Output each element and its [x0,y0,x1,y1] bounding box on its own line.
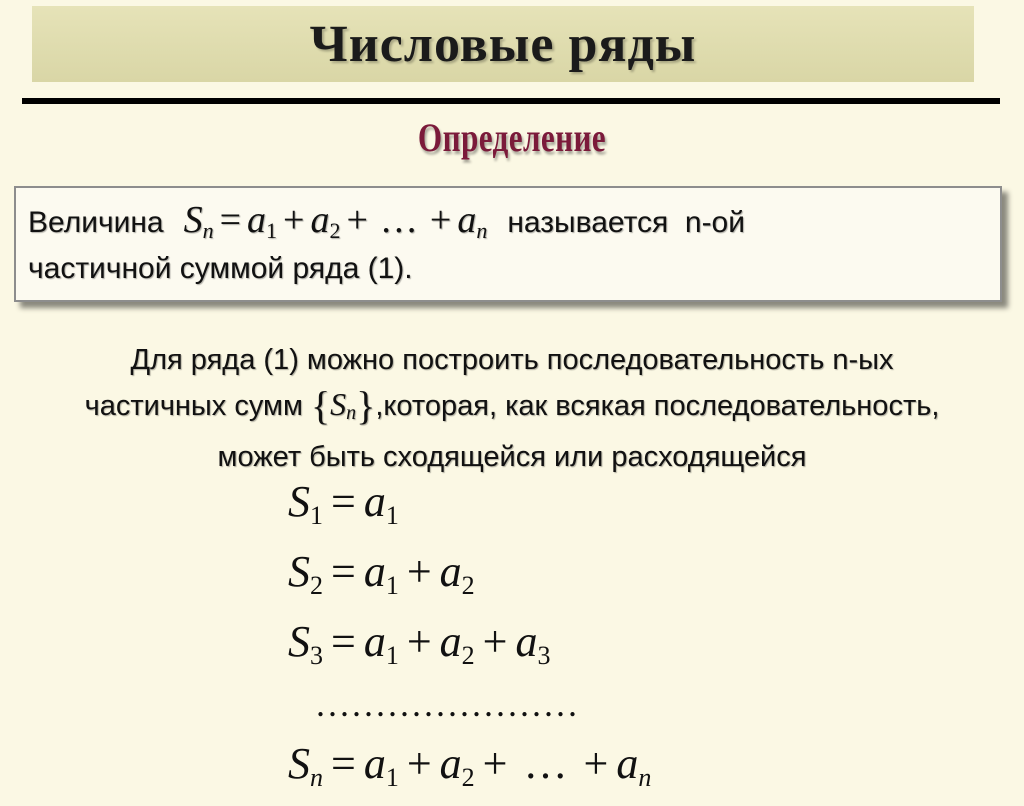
formula-ellipsis: … [379,199,418,241]
definition-prefix: Величина [28,206,164,239]
title-bar [32,6,974,82]
formula-subscript: n [476,218,488,243]
eq-subscript: 2 [461,641,475,670]
paragraph-text: ,которая, как всякая последовательность, [375,390,940,422]
formula-operator: + [346,199,368,241]
formula-symbol: a [310,199,330,241]
paragraph-line-1: Для ряда (1) можно построить последовательность n-ых [130,344,894,376]
eq-operator: + [482,617,508,666]
eq-subscript: 2 [310,571,323,600]
brace-close: } [356,383,376,428]
equation-s1 [288,474,651,544]
eq-operator: + [583,739,609,788]
equation-s3 [288,614,651,684]
eq-subscript: 1 [310,501,323,530]
eq-symbol: a [439,547,462,596]
formula-operator: + [283,199,305,241]
eq-operator: = [331,617,356,666]
formula-operator: + [429,199,452,241]
eq-symbol: S [288,739,310,788]
ellipsis-row: ...................... [316,684,580,724]
eq-subscript: 1 [385,641,399,670]
eq-subscript: 1 [385,763,399,792]
formula-symbol: a [457,199,477,241]
partial-sum-formula [184,198,488,244]
eq-operator: = [331,477,356,526]
paragraph-line-2 [0,382,1024,435]
eq-ellipsis: … [523,739,568,788]
eq-subscript: n [310,763,323,792]
explanation-paragraph [0,338,1024,479]
section-heading: Определение [417,115,607,160]
formula-symbol: a [247,199,267,241]
eq-subscript: 2 [461,571,475,600]
eq-symbol: a [439,617,462,666]
sequence-letter: S [330,386,347,422]
partial-sums-list [288,474,651,806]
eq-symbol: a [363,739,386,788]
eq-symbol: a [616,739,639,788]
definition-box [14,186,1002,302]
eq-symbol: a [515,617,538,666]
eq-operator: + [482,739,508,788]
paragraph-line-3: может быть сходящейся или расходящейся [217,441,807,473]
equation-s2 [288,544,651,614]
paragraph-text: частичных сумм [84,390,303,422]
formula-symbol: S [183,199,203,241]
eq-operator: = [331,739,356,788]
eq-subscript: 3 [537,641,551,670]
sequence-symbol [330,386,356,422]
eq-symbol: S [288,617,310,666]
definition-line-2: частичной суммой ряда (1). [28,252,413,285]
eq-subscript: 3 [310,641,323,670]
eq-symbol: a [363,477,386,526]
eq-subscript: 2 [461,763,475,792]
formula-subscript: n [202,218,214,243]
eq-operator: + [406,617,432,666]
eq-symbol: a [363,547,386,596]
formula-subscript: 2 [329,218,341,243]
eq-symbol: S [288,547,310,596]
sequence-subscript: n [346,402,357,424]
definition-line-1 [28,198,745,244]
eq-symbol: S [288,477,310,526]
eq-subscript: 1 [385,571,399,600]
eq-operator: + [406,547,432,596]
brace-open: { [310,383,331,428]
definition-suffix: называется n-ой [507,206,746,239]
formula-operator: = [219,199,242,241]
title-divider [22,98,1000,104]
eq-subscript: 1 [385,501,399,530]
eq-operator: = [331,547,356,596]
eq-subscript: n [638,763,652,792]
eq-symbol: a [363,617,386,666]
eq-operator: + [406,739,432,788]
eq-symbol: a [439,739,462,788]
equation-sn [288,736,651,806]
formula-subscript: 1 [266,218,278,243]
slide-title: Числовые ряды [309,15,697,73]
